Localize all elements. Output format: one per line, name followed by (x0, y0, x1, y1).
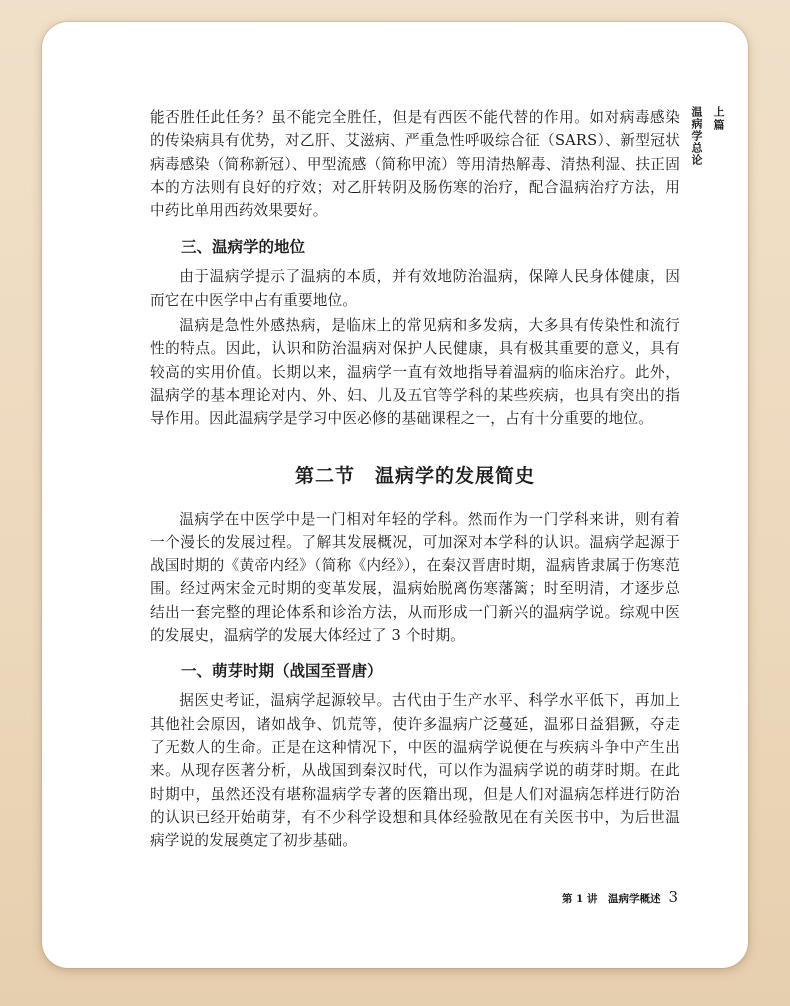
paragraph-2: 由于温病学提示了温病的本质，并有效地防治温病，保障人民身体健康，因而它在中医学中占有重要地位。 (150, 268, 680, 309)
footer-chapter-label: 第 1 讲 温病学概述 (561, 893, 661, 905)
side-header-title: 温病学总论 (690, 106, 703, 166)
paragraph-3: 温病是急性外感热病，是临床上的常见病和多发病，大多具有传染性和流行性的特点。因此，认识和防治温病对保护人民健康，具有极其重要的意义，具有较高的实用价值。长期以来，温病学一直有效地指导着温病的临床治疗。此外，温病学的基本理论对内、外、妇、儿及五官等学科的某些疾病，也具有突出的指导作用。因此温病学是学习中医必修的基础课程之一，占有十分重要的地位。 (150, 317, 680, 428)
paragraph-5: 据医史考证，温病学起源较早。古代由于生产水平、科学水平低下，再加上其他社会原因，诸如战争、饥荒等，使许多温病广泛蔓延，温邪日益猖獗，夺走了无数人的生命。正是在这种情况下，中医的温病学说便在与疾病斗争中产生出来。从现存医著分析，从战国到秦汉时代，可以作为温病学说的萌芽时期。在此时期中，虽然还没有堪称温病学专著的医籍出现，但是人们对温病怎样进行防治的认识已经开始萌芽，有不少科学设想和具体经验散见在有关医书中，为后世温病学说的发展奠定了初步基础。 (150, 692, 680, 850)
page-footer (562, 888, 678, 906)
side-header-part: 上篇 (712, 106, 725, 132)
side-running-header (688, 106, 726, 166)
paragraph-1: 能否胜任此任务？虽不能完全胜任，但是有西医不能代替的作用。如对病毒感染的传染病具有优势，对乙肝、艾滋病、严重急性呼吸综合征（SARS）、新型冠状病毒感染（简称新冠）、甲型流感（简称甲流）等用清热解毒、清热利湿、扶正固本的方法则有良好的疗效；对乙肝转阴及肠伤寒的治疗，配合温病治疗方法，用中药比单用西药效果要好。 (150, 109, 680, 220)
page-number: 3 (668, 888, 678, 906)
page-body (150, 106, 680, 852)
book-page (42, 22, 748, 968)
section-heading-3: 三、温病学的地位 (181, 238, 306, 257)
period-heading-1: 一、萌芽时期（战国至晋唐） (181, 662, 383, 681)
paragraph-4: 温病学在中医学中是一门相对年轻的学科。然而作为一门学科来讲，则有着一个漫长的发展过程。了解其发展概况，可加深对本学科的认识。温病学起源于战国时期的《黄帝内经》（简称《内经》），在秦汉晋唐时期，温病皆隶属于伤寒范围。经过两宋金元时期的变革发展，温病始脱离伤寒藩篱；时至明清，才逐步总结出一套完整的理论体系和诊治方法，从而形成一门新兴的温病学说。综观中医的发展史，温病学的发展大体经过了 3 个时期。 (150, 510, 680, 645)
chapter-heading: 第二节 温病学的发展简史 (294, 464, 535, 487)
